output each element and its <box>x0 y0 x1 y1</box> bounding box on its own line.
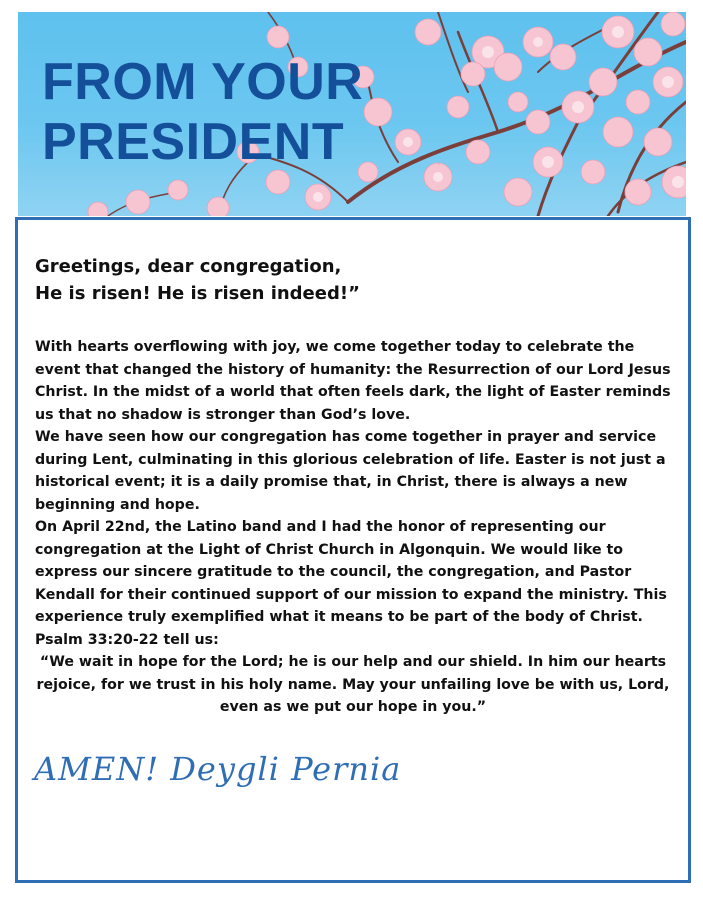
signature: AMEN! Deygli Pernia <box>34 750 402 788</box>
banner-title-line-2: PRESIDENT <box>42 113 345 171</box>
paragraph-1: With hearts overflowing with joy, we come together today to celebrate the event that changed the history of humanity: the Resurrection of our Lord Jesus Christ. In the midst of a world that often feels dark, the light of Easter reminds us that no shadow is stronger than God’s love. <box>35 339 671 423</box>
banner-title-line-1: FROM YOUR <box>42 53 364 111</box>
greeting-line-1: Greetings, dear congregation, <box>35 256 342 277</box>
paragraph-3: On April 22nd, the Latino band and I had the honor of representing our congregation at the Light of Christ Church in Algonquin. We would like to express our sincere gratitude to the council, the congregation, and Pastor Kendall for their continued support of our mission to expand the ministry. This experience truly exemplified what it means to be part of the body of Christ. Psalm 33:20-22 tell us: <box>35 519 667 648</box>
letter-frame <box>15 217 691 883</box>
greeting-line-2: He is risen! He is risen indeed!” <box>35 283 360 304</box>
greeting <box>35 253 360 307</box>
paragraph-2: We have seen how our congregation has come together in prayer and service during Lent, culminating in this glorious celebration of life. Easter is not just a historical event; it is a daily promise that, in Christ, there is always a new beginning and hope. <box>35 429 666 513</box>
banner-title <box>42 52 363 172</box>
psalm-quote: “We wait in hope for the Lord; he is our help and our shield. In him our hearts rejoice, for we trust in his holy name. May your unfailing love be with us, Lord, even as we put our hope in you.” <box>36 654 670 715</box>
header-banner <box>18 12 686 216</box>
letter-body <box>35 336 671 719</box>
